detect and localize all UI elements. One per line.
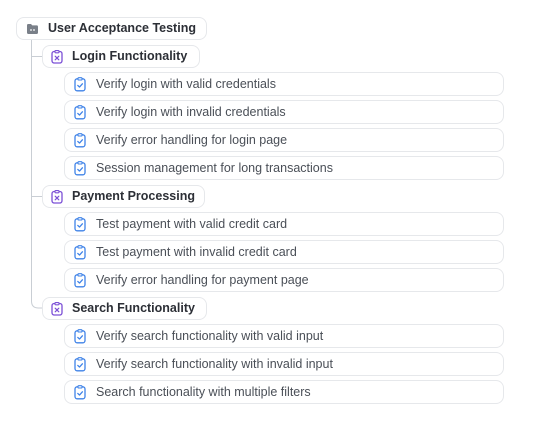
test-suite-icon bbox=[50, 190, 64, 204]
test-case-icon bbox=[73, 77, 87, 92]
test-suite-2[interactable] bbox=[42, 185, 205, 208]
test-suite-icon bbox=[50, 50, 64, 64]
test-suite-icon bbox=[50, 302, 64, 316]
test-case-item[interactable] bbox=[64, 380, 504, 404]
test-case-label: Verify error handling for payment page bbox=[96, 273, 309, 287]
test-case-item[interactable] bbox=[64, 324, 504, 348]
test-case-label: Search functionality with multiple filters bbox=[96, 385, 311, 399]
test-suite-label: Login Functionality bbox=[72, 49, 188, 63]
test-case-item[interactable] bbox=[64, 212, 504, 236]
test-case-icon bbox=[73, 161, 87, 176]
root-label: User Acceptance Testing bbox=[48, 21, 196, 35]
test-case-item[interactable] bbox=[64, 100, 504, 124]
test-case-item[interactable] bbox=[64, 240, 504, 264]
test-case-icon bbox=[73, 273, 87, 288]
test-suite-3[interactable] bbox=[42, 297, 207, 320]
test-suite-1[interactable] bbox=[42, 45, 200, 68]
test-case-label: Verify login with valid credentials bbox=[96, 77, 276, 91]
test-case-label: Verify login with invalid credentials bbox=[96, 105, 286, 119]
test-suite-label: Search Functionality bbox=[72, 301, 195, 315]
test-case-item[interactable] bbox=[64, 72, 504, 96]
test-case-item[interactable] bbox=[64, 268, 504, 292]
test-case-icon bbox=[73, 105, 87, 120]
test-case-item[interactable] bbox=[64, 352, 504, 376]
test-case-icon bbox=[73, 133, 87, 148]
test-case-label: Verify search functionality with invalid input bbox=[96, 357, 333, 371]
tree-root-folder[interactable] bbox=[16, 17, 207, 40]
test-case-icon bbox=[73, 217, 87, 232]
test-case-label: Session management for long transactions bbox=[96, 161, 333, 175]
test-case-label: Verify search functionality with valid input bbox=[96, 329, 324, 343]
folder-icon bbox=[25, 22, 39, 36]
test-case-label: Test payment with valid credit card bbox=[96, 217, 288, 231]
test-case-label: Test payment with invalid credit card bbox=[96, 245, 297, 259]
test-case-icon bbox=[73, 245, 87, 260]
test-case-icon bbox=[73, 357, 87, 372]
test-suite-label: Payment Processing bbox=[72, 189, 195, 203]
test-case-item[interactable] bbox=[64, 156, 504, 180]
test-case-label: Verify error handling for login page bbox=[96, 133, 288, 147]
test-case-icon bbox=[73, 329, 87, 344]
test-case-item[interactable] bbox=[64, 128, 504, 152]
test-case-icon bbox=[73, 385, 87, 400]
